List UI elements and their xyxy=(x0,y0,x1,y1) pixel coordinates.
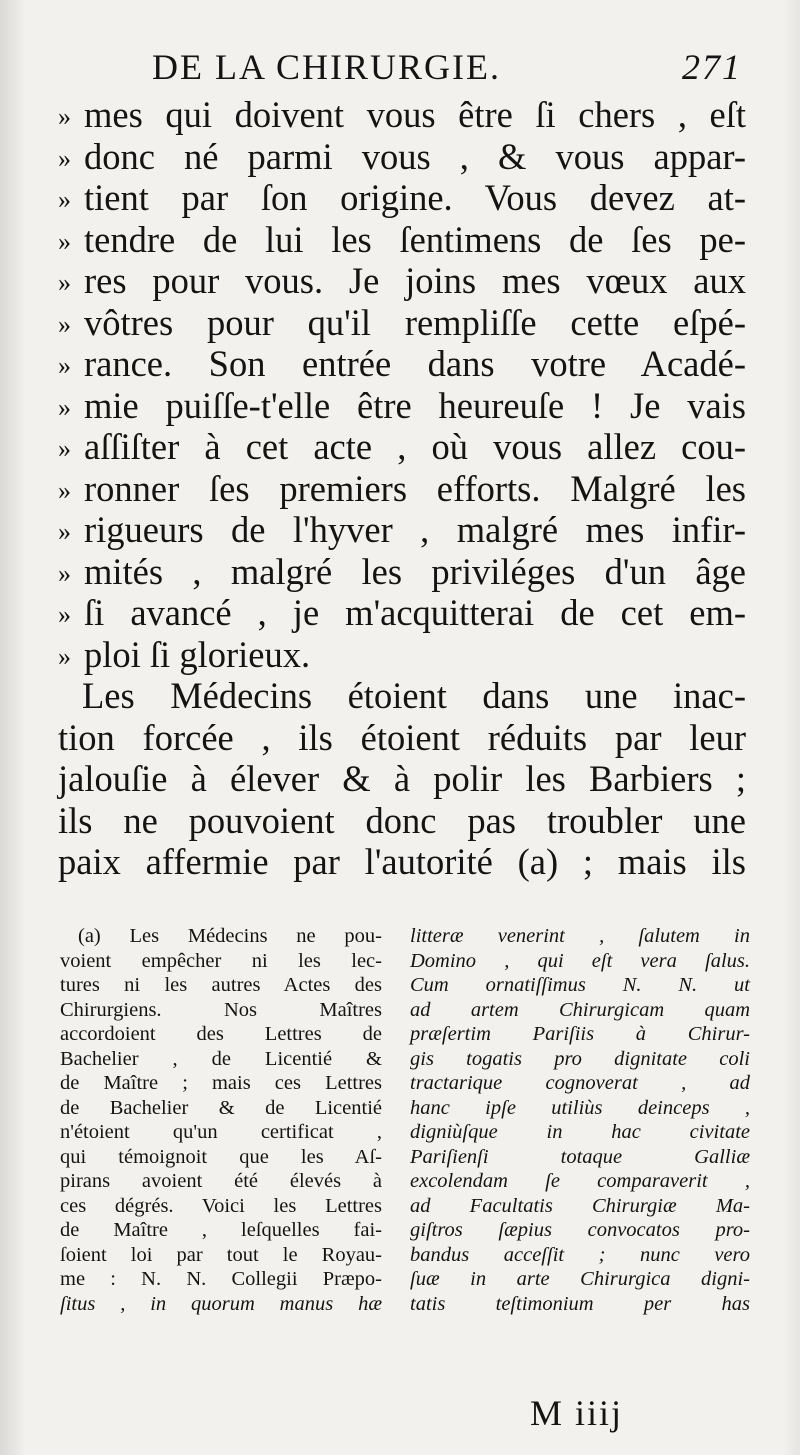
footnote-line: litteræ venerint , ſalutem in xyxy=(410,925,750,947)
footnote-line: Cum ornatiſſimus N. N. ut xyxy=(410,974,750,996)
signature-mark: M iiij xyxy=(530,1393,624,1433)
footnote-line: de Bachelier & de Licentié xyxy=(60,1096,382,1119)
guillemet: » xyxy=(58,392,71,422)
footnote-line: gis togatis pro dignitate coli xyxy=(410,1047,750,1070)
footnote-line: tractarique cognoverat , ad xyxy=(410,1072,750,1094)
text-line: paix affermie par l'autorité (a) ; mais ils xyxy=(58,841,746,882)
guillemet: » xyxy=(58,558,71,588)
guillemet: » xyxy=(58,226,71,256)
text-line: » vôtres pour qu'il rempliſſe cette eſpé- xyxy=(58,302,746,344)
text-line: » mes qui doivent vous être ſi chers , eſt xyxy=(58,94,746,136)
text-line: tion forcée , ils étoient réduits par leur xyxy=(58,716,746,758)
guillemet: » xyxy=(58,434,71,463)
guillemet: » xyxy=(58,268,71,297)
footnote-line: de Maître ; mais ces Lettres xyxy=(60,1072,382,1094)
footnote-line: (a) Les Médecins ne pou- xyxy=(78,925,382,947)
footnote-line: qui témoignoit que les Aſ- xyxy=(60,1145,382,1168)
footnote-line: voient empêcher ni les lec- xyxy=(60,949,382,972)
footnote-line: ad artem Chirurgicam quam xyxy=(410,998,750,1021)
footnote-line: ad Facultatis Chirurgiæ Ma- xyxy=(410,1194,750,1217)
footnote-line: hanc ipſe utiliùs deinceps , xyxy=(410,1096,750,1119)
footnote-line: præſertim Pariſiis à Chirur- xyxy=(410,1023,750,1045)
main-text-block xyxy=(58,94,746,883)
footnote-line: accordoient des Lettres de xyxy=(60,1023,382,1045)
footnote-line: Domino , qui eſt vera ſalus. xyxy=(410,949,750,972)
text-line: jalouſie à élever & à polir les Barbiers ; xyxy=(58,758,746,799)
guillemet: » xyxy=(58,351,71,380)
text-line: » ploi ſi glorieux. xyxy=(58,634,746,676)
text-line: » ſi avancé , je m'acquitterai de cet em- xyxy=(58,592,746,634)
text-line: » donc né parmi vous , & vous appar- xyxy=(58,136,746,178)
footnotes-block xyxy=(60,924,750,1344)
guillemet: » xyxy=(58,309,71,339)
paragraph-start-line: Les Médecins étoient dans une inac- xyxy=(82,675,746,716)
guillemet: » xyxy=(58,475,71,505)
footnote-line: Bachelier , de Licentié & xyxy=(60,1047,382,1070)
text-line: » mie puiſſe-t'elle être heureuſe ! Je vais xyxy=(58,385,746,427)
footnote-line: digniùſque in hac civitate xyxy=(410,1121,750,1143)
footnote-line: bandus acceſſit ; nunc vero xyxy=(410,1243,750,1266)
footnote-line: Pariſienſi totaque Galliæ xyxy=(410,1145,750,1168)
footnote-line: de Maître , leſquelles fai- xyxy=(60,1219,382,1241)
footnote-column-left xyxy=(60,924,382,1316)
text-line: » rigueurs de l'hyver , malgré mes infir- xyxy=(58,509,746,551)
page-number: 271 xyxy=(682,47,742,87)
footnote-line: tatis teſtimonium per has xyxy=(410,1292,750,1315)
text-line: » ronner ſes premiers efforts. Malgré les xyxy=(58,468,746,510)
footnote-line: tures ni les autres Actes des xyxy=(60,974,382,996)
guillemet: » xyxy=(58,517,71,546)
text-line: » res pour vous. Je joins mes vœux aux xyxy=(58,260,746,302)
guillemet: » xyxy=(58,143,71,173)
text-line: » tendre de lui les ſentimens de ſes pe- xyxy=(58,219,746,261)
footnote-line: n'étoient qu'un certificat , xyxy=(60,1121,382,1143)
footnote-line: ſoient loi par tout le Royau- xyxy=(60,1243,382,1266)
footnote-line: ces dégrés. Voici les Lettres xyxy=(60,1194,382,1217)
text-line: » mités , malgré les priviléges d'un âge xyxy=(58,551,746,593)
page-header xyxy=(152,46,742,94)
running-title: DE LA CHIRURGIE. xyxy=(152,47,501,87)
guillemet: » xyxy=(58,600,71,629)
guillemet: » xyxy=(58,102,71,131)
footnote-line: Chirurgiens. Nos Maîtres xyxy=(60,998,382,1021)
footnote-line: me : N. N. Collegii Præpo- xyxy=(60,1268,382,1290)
footnote-line: ſitus , in quorum manus hæ xyxy=(60,1292,382,1315)
text-line: » aſſiſter à cet acte , où vous allez cou- xyxy=(58,426,746,468)
text-line: » tient par ſon origine. Vous devez at- xyxy=(58,177,746,219)
guillemet: » xyxy=(58,185,71,214)
footnote-line: giſtros ſæpius convocatos pro- xyxy=(410,1219,750,1241)
text-line: ils ne pouvoient donc pas troubler une xyxy=(58,799,746,841)
text-line: » rance. Son entrée dans votre Acadé- xyxy=(58,343,746,385)
footnote-line: ſuæ in arte Chirurgica digni- xyxy=(410,1268,750,1290)
footnote-column-right xyxy=(410,924,750,1316)
footnote-line: excolendam ſe comparaverit , xyxy=(410,1170,750,1192)
guillemet: » xyxy=(58,641,71,671)
footnote-line: pirans avoient été élevés à xyxy=(60,1170,382,1192)
